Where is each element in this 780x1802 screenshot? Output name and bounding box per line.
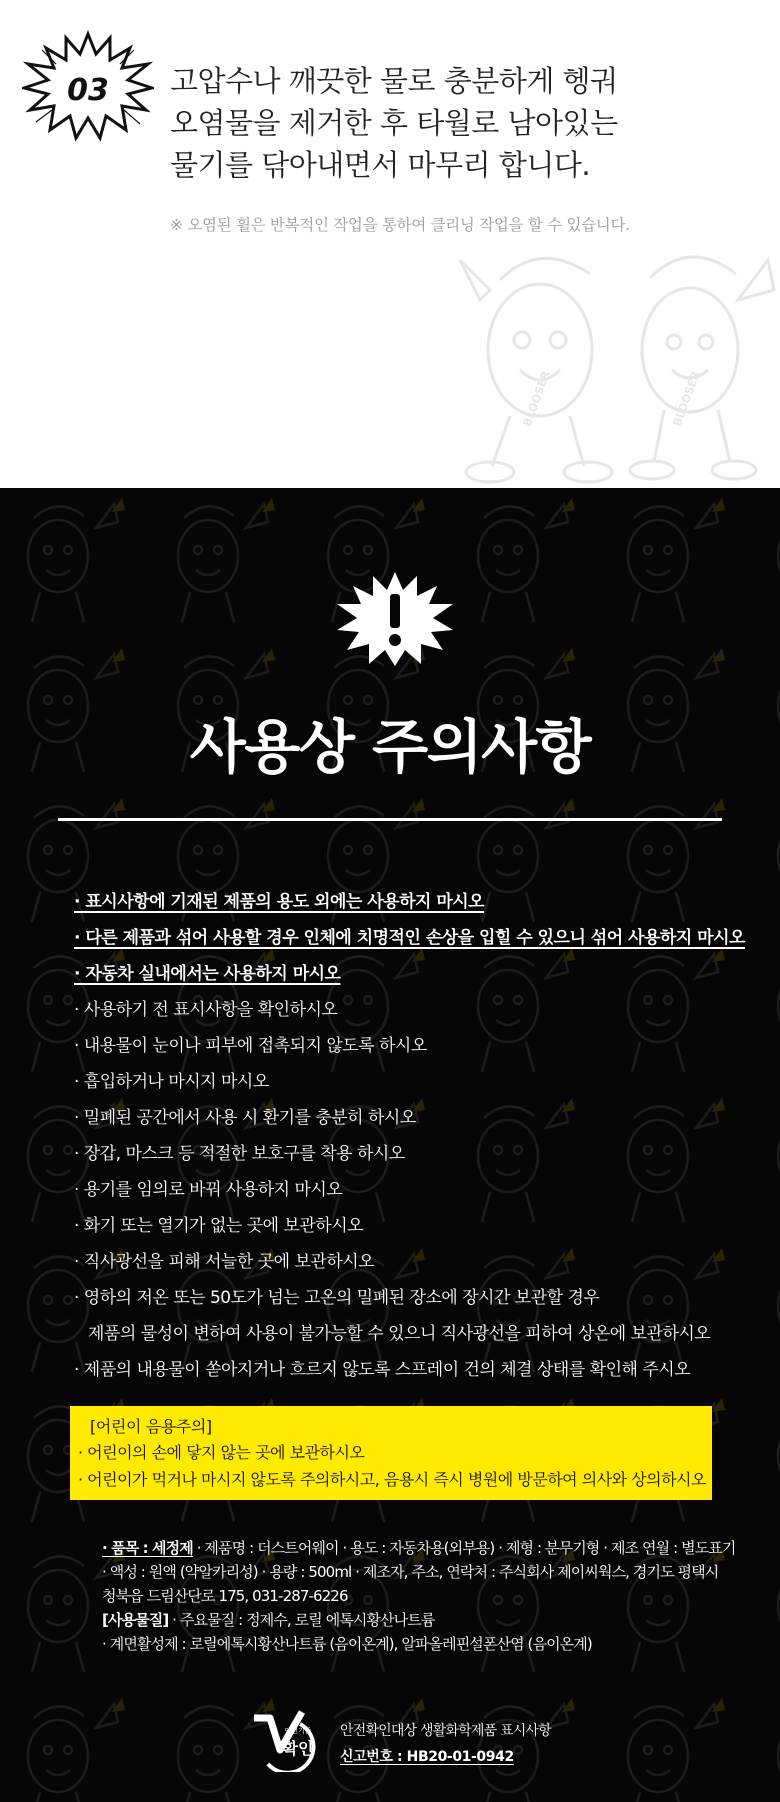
product-info-line: · 액성 : 원액 (약알카리성) · 용량 : 500ml · 제조자, 주소, 연락처 : 주식회사 제이씨웍스, 경기도 평택시 [102,1563,719,1581]
product-info [102,1536,742,1656]
exclamation-icon [335,570,455,668]
caution-item: · 제품의 내용물이 쏟아지거나 흐르지 않도록 스프레이 건의 체결 상태를 확인해 주시오 [74,1360,691,1380]
material-label: [사용물질] [102,1611,169,1629]
caution-item: · 내용물이 눈이나 피부에 접촉되지 않도록 하시오 [74,1036,427,1056]
child-warning-box [70,1406,712,1500]
child-warning-item: · 어린이가 먹거나 마시지 않도록 주의하시고, 음용시 즉시 병원에 방문하여 의사와 상의하시오 [78,1470,706,1489]
caution-item: · 사용하기 전 표시사항을 확인하시오 [74,1000,338,1020]
product-info-line: · 품목 : 세정제 · 제품명 : 더스트어웨이 · 용도 : 자동차용(외부용) · 제형 : 분무기형 · 제조 연월 : 별도표기 [102,1539,736,1557]
caution-section [0,488,780,1802]
step-line: 물기를 닦아내면서 마무리 합니다. [170,148,591,182]
caution-list [74,884,754,1388]
caution-item: · 화기 또는 열기가 없는 곳에 보관하시오 [74,1216,364,1236]
step-line: 고압수나 깨끗한 물로 충분하게 헹궈 [170,64,618,98]
title-divider [58,818,722,821]
cert-registration-number: 신고번호 : HB20-01-0942 [340,1749,514,1765]
certification-mark [250,1710,570,1780]
caution-item: · 직사광선을 피해 서늘한 곳에 보관하시오 [74,1252,375,1272]
step-section [0,0,780,488]
product-item-label: · 품목 : 세정제 [102,1539,193,1557]
caution-title: 사용상 주의사항 [189,713,591,781]
mascot-illustration [440,240,780,488]
caution-item: · 자동차 실내에서는 사용하지 마시오 [74,964,341,984]
caution-item: · 표시사항에 기재된 제품의 용도 외에는 사용하지 마시오 [74,892,485,912]
caution-item: · 다른 제품과 섞어 사용할 경우 인체에 치명적인 손상을 입힐 수 있으니 섞어 사용하지 마시오 [74,928,745,948]
step-number: 03 [67,73,109,108]
cert-description: 안전확인대상 생활화학제품 표시사항 [340,1723,551,1739]
cert-mark-small: 안전기준 [284,1727,312,1735]
caution-item: · 장갑, 마스크 등 적절한 보호구를 착용 하시오 [74,1144,405,1164]
step-number-badge [22,30,154,142]
caution-item-continuation: 제품의 물성이 변하여 사용이 불가능할 수 있으니 직사광선을 피하여 상온에 보관하시오 [88,1324,711,1344]
child-warning-item: · 어린이의 손에 닿지 않는 곳에 보관하시오 [78,1443,365,1462]
product-info-line: [사용물질] · 주요물질 : 정제수, 로릴 에톡시황산나트륨 [102,1611,435,1629]
cert-mark-main: 확인 [282,1739,314,1758]
mascot-badge-text: BLOOSER [520,369,553,429]
step-note: ※ 오염된 휠은 반복적인 작업을 통하여 클리닝 작업을 할 수 있습니다. [170,216,630,234]
product-info-line: · 계면활성제 : 로릴에톡시황산나트륨 (음이온계), 알파올레핀설폰산염 (음이온계) [102,1635,592,1653]
caution-item: · 용기를 임의로 바꿔 사용하지 마시오 [74,1180,343,1200]
step-description [170,60,730,186]
step-line: 오염물을 제거한 후 타월로 남아있는 [170,106,618,140]
caution-item: · 흡입하거나 마시지 마시오 [74,1072,269,1092]
starburst-icon [22,30,154,142]
caution-item: · 밀폐된 공간에서 사용 시 환기를 충분히 하시오 [74,1108,416,1128]
warning-burst [335,570,455,668]
child-warning-title: [어린이 음용주의] [90,1417,212,1436]
mascot-badge-text: BLOOSER [670,369,703,429]
caution-item: · 영하의 저온 또는 50도가 넘는 고온의 밀폐된 장소에 장시간 보관할 경우 [74,1288,600,1308]
product-info-line: 청북읍 드림산단로 175, 031-287-6226 [102,1587,348,1605]
